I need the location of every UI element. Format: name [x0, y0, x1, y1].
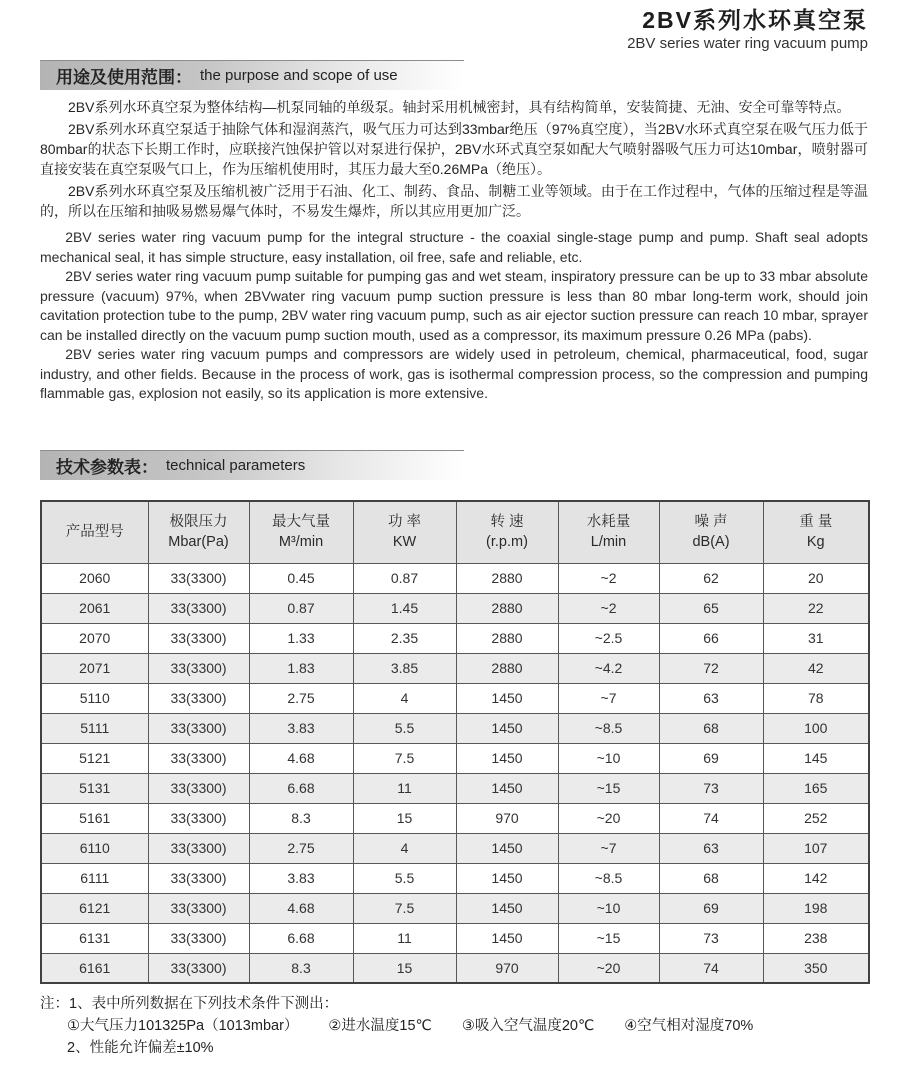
table-cell: 6110	[41, 833, 148, 863]
table-row	[41, 743, 869, 773]
table-cell: 69	[659, 743, 763, 773]
parameters-table-wrap	[40, 500, 868, 984]
table-cell: 15	[353, 953, 456, 983]
table-cell: 2061	[41, 593, 148, 623]
table-header	[41, 501, 869, 563]
table-cell: 69	[659, 893, 763, 923]
table-cell: 65	[659, 593, 763, 623]
page-title-block	[627, 6, 868, 53]
table-cell: 4.68	[249, 743, 353, 773]
table-cell: 68	[659, 863, 763, 893]
table-cell: 8.3	[249, 803, 353, 833]
footnote-conditions	[67, 1015, 868, 1037]
column-header-label: 最大气量	[272, 514, 330, 531]
table-cell: 1450	[456, 743, 558, 773]
section-heading-parameters-en: technical parameters	[166, 457, 306, 474]
table-cell: 1.83	[249, 653, 353, 683]
table-cell: 2.35	[353, 623, 456, 653]
table-cell: 8.3	[249, 953, 353, 983]
table-cell: 142	[763, 863, 869, 893]
table-cell: 0.87	[353, 563, 456, 593]
table-cell: 1450	[456, 713, 558, 743]
table-cell: 11	[353, 923, 456, 953]
parameters-table	[40, 500, 870, 984]
table-cell: ~20	[558, 803, 659, 833]
section-heading-purpose	[40, 60, 464, 90]
table-cell: 2.75	[249, 833, 353, 863]
table-cell: 1.45	[353, 593, 456, 623]
table-cell: ~2	[558, 593, 659, 623]
table-cell: 6161	[41, 953, 148, 983]
column-header-label: 功 率	[387, 514, 422, 531]
table-cell: 3.83	[249, 713, 353, 743]
column-header-limit-pressure	[148, 501, 249, 563]
footnotes	[40, 993, 868, 1059]
table-cell: 2060	[41, 563, 148, 593]
table-cell: 0.45	[249, 563, 353, 593]
column-header-noise	[659, 501, 763, 563]
table-cell: 4	[353, 683, 456, 713]
paragraphs-chinese	[40, 97, 868, 221]
table-row	[41, 773, 869, 803]
table-header-row	[41, 501, 869, 563]
table-cell: 2880	[456, 653, 558, 683]
column-header-label: 极限压力	[169, 514, 228, 531]
footnote-condition: ④空气相对湿度70%	[624, 1018, 754, 1034]
table-cell: 78	[763, 683, 869, 713]
footnote-line-2	[67, 1037, 868, 1059]
table-cell: 33(3300)	[148, 743, 249, 773]
table-cell: 5110	[41, 683, 148, 713]
table-cell: 6.68	[249, 773, 353, 803]
table-cell: 6.68	[249, 923, 353, 953]
table-row	[41, 563, 869, 593]
column-header-model	[41, 501, 148, 563]
table-cell: 3.85	[353, 653, 456, 683]
column-header-unit: Kg	[806, 534, 825, 551]
table-cell: 5.5	[353, 713, 456, 743]
table-row	[41, 593, 869, 623]
table-cell: 1450	[456, 893, 558, 923]
table-cell: 2880	[456, 563, 558, 593]
column-header-label: 转 速	[490, 514, 524, 531]
table-cell: 4.68	[249, 893, 353, 923]
section-heading-parameters-cn: 技术参数表：	[56, 458, 158, 477]
table-cell: 33(3300)	[148, 953, 249, 983]
table-cell: 33(3300)	[148, 653, 249, 683]
table-cell: 20	[763, 563, 869, 593]
section-heading-purpose-cn: 用途及使用范围：	[56, 68, 192, 87]
footnote-line-1	[40, 993, 868, 1015]
table-cell: 63	[659, 833, 763, 863]
table-cell: ~2.5	[558, 623, 659, 653]
table-cell: 73	[659, 773, 763, 803]
column-header-unit: KW	[392, 534, 417, 551]
table-cell: 145	[763, 743, 869, 773]
column-header-unit: dB(A)	[692, 534, 730, 551]
table-cell: 31	[763, 623, 869, 653]
footnote-condition: ①大气压力101325Pa（1013mbar）	[67, 1018, 299, 1034]
column-header-unit: M³/min	[278, 534, 324, 551]
table-row	[41, 953, 869, 983]
table-cell: 68	[659, 713, 763, 743]
paragraph-cn: 2BV系列水环真空泵及压缩机被广泛用于石油、化工、制药、食品、制糖工业等领域。由于在工作过程中，气体的压缩过程是等温的，所以在压缩和抽吸易燃易爆气体时，不易发生爆炸，所以其应用更加广泛。	[40, 183, 868, 219]
table-cell: 238	[763, 923, 869, 953]
column-header-unit: Mbar(Pa)	[168, 534, 229, 551]
table-cell: 33(3300)	[148, 623, 249, 653]
paragraph-en: 2BV series water ring vacuum pump for the integral structure - the coaxial single-stage pump and pump. Shaft seal adopts mechanical seal, it has simple structure, easy installation, oil free, safe and reliable, etc.	[40, 229, 868, 265]
table-cell: 2070	[41, 623, 148, 653]
table-cell: 2880	[456, 623, 558, 653]
table-cell: 6131	[41, 923, 148, 953]
table-cell: ~10	[558, 893, 659, 923]
table-cell: 6111	[41, 863, 148, 893]
table-cell: 1450	[456, 863, 558, 893]
table-cell: 33(3300)	[148, 773, 249, 803]
table-cell: 33(3300)	[148, 803, 249, 833]
paragraph-cn: 2BV系列水环真空泵适于抽除气体和湿润蒸汽，吸气压力可达到33mbar绝压（97%真空度），当2BV水环式真空泵在吸气压力低于80mbar的状态下长期工作时，应联接汽蚀保护管以对泵进行保护，2BV水环式真空泵如配大气喷射器吸气压力可达10mbar，喷射器可直接安装在真空泵吸气口上，作为压缩机使用时，其压力最大至0.26MPa（绝压）。	[40, 121, 868, 177]
table-cell: 4	[353, 833, 456, 863]
table-cell: 252	[763, 803, 869, 833]
column-header-label: 水耗量	[586, 514, 631, 531]
table-cell: 15	[353, 803, 456, 833]
table-cell: 970	[456, 953, 558, 983]
table-cell: 100	[763, 713, 869, 743]
page-title-cn: 2BV系列水环真空泵	[642, 7, 868, 33]
column-header-label: 重 量	[799, 514, 833, 531]
table-cell: 42	[763, 653, 869, 683]
table-cell: 1450	[456, 923, 558, 953]
column-header-unit: (r.p.m)	[486, 534, 528, 551]
table-cell: 66	[659, 623, 763, 653]
section-heading-purpose-en: the purpose and scope of use	[200, 67, 398, 84]
table-cell: 5111	[41, 713, 148, 743]
table-cell: 33(3300)	[148, 593, 249, 623]
table-row	[41, 713, 869, 743]
table-cell: 3.83	[249, 863, 353, 893]
table-row	[41, 653, 869, 683]
table-cell: 74	[659, 803, 763, 833]
table-cell: 7.5	[353, 743, 456, 773]
table-cell: 5.5	[353, 863, 456, 893]
table-cell: 350	[763, 953, 869, 983]
table-cell: 33(3300)	[148, 893, 249, 923]
table-cell: ~10	[558, 743, 659, 773]
table-cell: 1450	[456, 773, 558, 803]
table-cell: 5161	[41, 803, 148, 833]
table-cell: 72	[659, 653, 763, 683]
table-cell: 33(3300)	[148, 563, 249, 593]
column-header-label: 噪 声	[694, 514, 728, 531]
table-cell: 5131	[41, 773, 148, 803]
column-header-water-consumption	[558, 501, 659, 563]
table-cell: 2880	[456, 593, 558, 623]
table-cell: ~15	[558, 773, 659, 803]
table-cell: 63	[659, 683, 763, 713]
table-cell: 107	[763, 833, 869, 863]
table-cell: 2.75	[249, 683, 353, 713]
table-cell: ~4.2	[558, 653, 659, 683]
section-heading-parameters	[40, 450, 464, 480]
paragraph-cn: 2BV系列水环真空泵为整体结构—机泵同轴的单级泵。轴封采用机械密封，具有结构简单，安装简捷、无油、安全可靠等特点。	[68, 99, 851, 115]
table-cell: ~15	[558, 923, 659, 953]
table-cell: 198	[763, 893, 869, 923]
table-cell: ~20	[558, 953, 659, 983]
table-row	[41, 623, 869, 653]
page-title-en: 2BV series water ring vacuum pump	[627, 35, 868, 52]
paragraph-en: 2BV series water ring vacuum pump suitable for pumping gas and wet steam, inspiratory pressure can be up to 33 mbar absolute pressure (vacuum) 97%, when 2BVwater ring vacuum pump suction pressure is less than 80 mbar long-term work, should join cavitation protection tube to the pump, 2BV water ring vacuum pump, such as air ejector suction pressure can reach 10 mbar, sprayer can be installed directly on the vacuum pump suction mouth, used as a compressor, its maximum pressure 0.26 MPa (pabs).	[40, 268, 868, 343]
table-cell: ~8.5	[558, 713, 659, 743]
table-cell: 33(3300)	[148, 833, 249, 863]
paragraphs-english	[40, 228, 868, 404]
table-cell: ~2	[558, 563, 659, 593]
footnote-condition: ③吸入空气温度20℃	[461, 1018, 595, 1034]
table-cell: 33(3300)	[148, 923, 249, 953]
table-row	[41, 803, 869, 833]
table-cell: 165	[763, 773, 869, 803]
table-cell: 7.5	[353, 893, 456, 923]
table-row	[41, 863, 869, 893]
table-cell: 11	[353, 773, 456, 803]
table-cell: 1450	[456, 683, 558, 713]
parameters-table-body	[41, 563, 869, 983]
table-row	[41, 923, 869, 953]
footnote-condition: ②进水温度15℃	[328, 1018, 432, 1034]
table-row	[41, 683, 869, 713]
footnote-prefix: 注：	[40, 996, 69, 1012]
table-cell: 33(3300)	[148, 713, 249, 743]
table-row	[41, 833, 869, 863]
paragraph-en: 2BV series water ring vacuum pumps and compressors are widely used in petroleum, chemical, pharmaceutical, food, sugar industry, and other fields. Because in the process of work, gas is isothermal compression process, so the compression and pumping flammable gas, explosion not easily, so its application is more extensive.	[40, 346, 868, 401]
table-cell: 73	[659, 923, 763, 953]
column-header-unit: L/min	[590, 534, 627, 551]
table-cell: 33(3300)	[148, 683, 249, 713]
table-cell: 970	[456, 803, 558, 833]
table-row	[41, 893, 869, 923]
table-cell: ~7	[558, 683, 659, 713]
column-header-max-capacity	[249, 501, 353, 563]
footnote-text: 1、表中所列数据在下列技术条件下测出：	[69, 996, 339, 1012]
column-header-label: 产品型号	[65, 524, 124, 541]
table-cell: 74	[659, 953, 763, 983]
table-cell: 0.87	[249, 593, 353, 623]
table-cell: 1.33	[249, 623, 353, 653]
table-cell: 1450	[456, 833, 558, 863]
table-cell: ~7	[558, 833, 659, 863]
footnote-text: 2、性能允许偏差±10%	[67, 1040, 214, 1056]
column-header-weight	[763, 501, 869, 563]
purpose-text-block	[40, 97, 868, 447]
table-cell: 5121	[41, 743, 148, 773]
table-cell: 33(3300)	[148, 863, 249, 893]
table-cell: 2071	[41, 653, 148, 683]
table-cell: 6121	[41, 893, 148, 923]
table-cell: 62	[659, 563, 763, 593]
table-cell: ~8.5	[558, 863, 659, 893]
table-cell: 22	[763, 593, 869, 623]
column-header-speed	[456, 501, 558, 563]
column-header-power	[353, 501, 456, 563]
